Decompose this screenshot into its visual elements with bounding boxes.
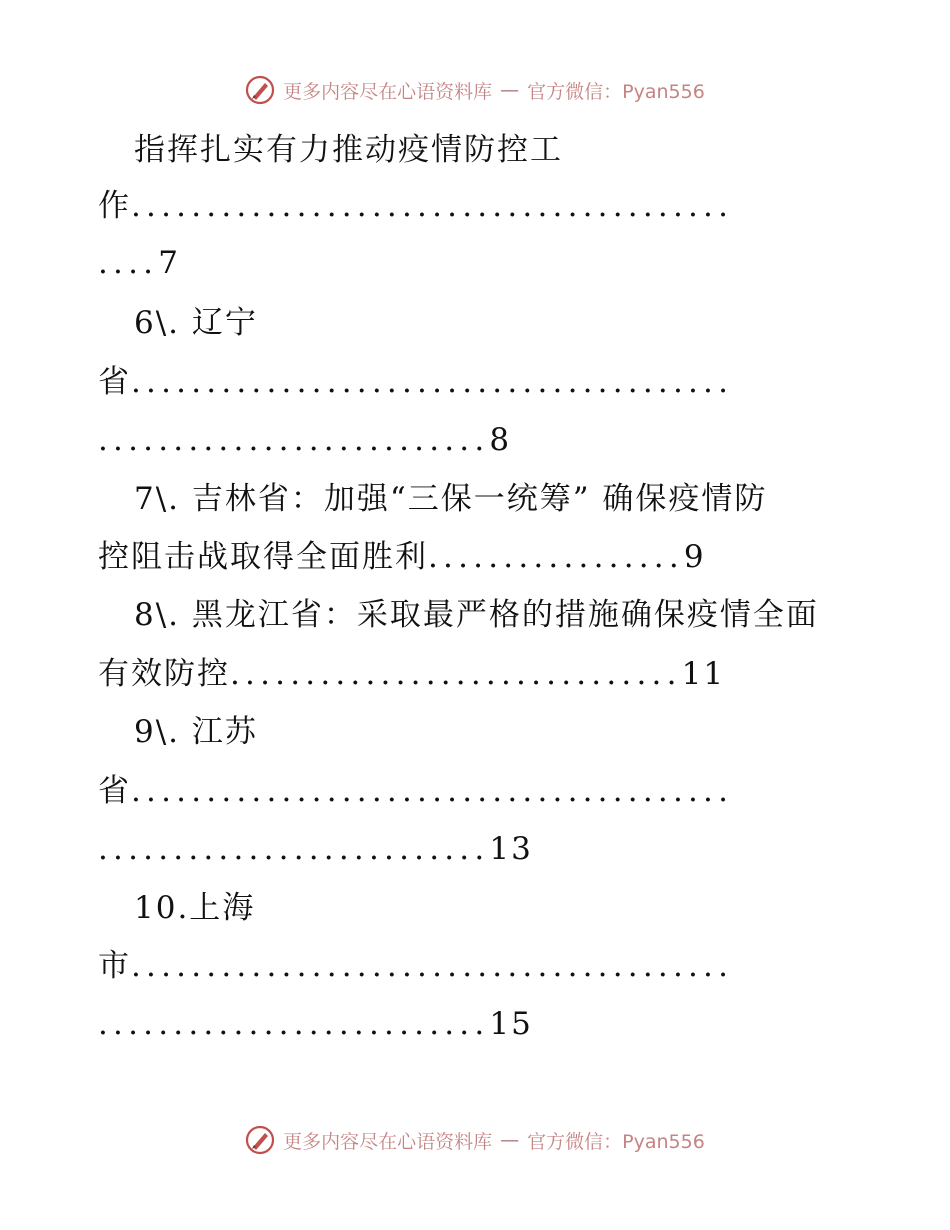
toc-leader: .............................. [230, 656, 682, 692]
toc-leader: .......................... [98, 1006, 490, 1042]
toc-page-number: 15 [489, 1006, 533, 1042]
toc-entry-title: 9\. 江苏 [134, 714, 258, 750]
toc-line [98, 420, 858, 460]
toc-line [98, 654, 858, 694]
toc-entry-title: 8\. 黑龙江省：采取最严格的措施确保疫情全面 [134, 597, 819, 633]
pen-logo-icon [245, 1125, 275, 1155]
toc-line [98, 537, 858, 577]
toc-line [98, 946, 858, 986]
toc-line [98, 1004, 858, 1044]
watermark-suffix: 官方微信：Pyan556 [527, 80, 705, 103]
toc-entry-title: 控阻击战取得全面胜利 [98, 539, 428, 575]
watermark-separator: — [500, 79, 520, 101]
footer-watermark [0, 1120, 950, 1160]
watermark-separator: — [500, 1129, 520, 1151]
watermark-suffix: 官方微信：Pyan556 [527, 1130, 705, 1153]
toc-line [98, 829, 858, 869]
toc-page-number: 8 [489, 422, 512, 458]
toc-leader: ................. [428, 539, 684, 575]
toc-line [134, 888, 894, 928]
toc-line [98, 362, 858, 402]
toc-entry-title: 省 [98, 773, 131, 809]
toc-leader: ........................................ [131, 948, 734, 984]
pen-logo-icon [245, 75, 275, 105]
toc-line [134, 130, 894, 170]
toc-line [134, 303, 894, 343]
toc-entry-title: 10.上海 [134, 890, 256, 926]
toc-line [134, 595, 894, 635]
toc-entry-title: 省 [98, 364, 131, 400]
watermark-text: 更多内容尽在心语资料库 [283, 80, 493, 103]
toc-page-number: 11 [681, 656, 726, 692]
toc-line [134, 712, 894, 752]
toc-line [134, 479, 894, 519]
toc-line [98, 771, 858, 811]
toc-entry-title: 6\. 辽宁 [134, 305, 258, 341]
toc-line [98, 243, 858, 283]
toc-leader: .......................... [98, 831, 490, 867]
toc-page-number: 13 [489, 831, 533, 867]
toc-leader: .... [98, 245, 159, 281]
toc-entry-title: 作 [98, 188, 131, 224]
toc-entry-title: 市 [98, 948, 131, 984]
toc-leader: ........................................ [131, 773, 734, 809]
watermark-text: 更多内容尽在心语资料库 [283, 1130, 493, 1153]
toc-entry-title: 有效防控 [98, 656, 230, 692]
toc-page-number: 7 [158, 245, 180, 281]
toc-line [98, 186, 858, 226]
toc-leader: .......................... [98, 422, 490, 458]
toc-page-number: 9 [683, 539, 706, 575]
toc-leader: ........................................ [131, 364, 734, 400]
toc-leader: ........................................ [131, 188, 734, 224]
toc-entry-title: 指挥扎实有力推动疫情防控工 [134, 132, 563, 168]
toc-entry-title: 7\. 吉林省：加强“三保一统筹” 确保疫情防 [134, 481, 768, 517]
header-watermark [0, 70, 950, 110]
